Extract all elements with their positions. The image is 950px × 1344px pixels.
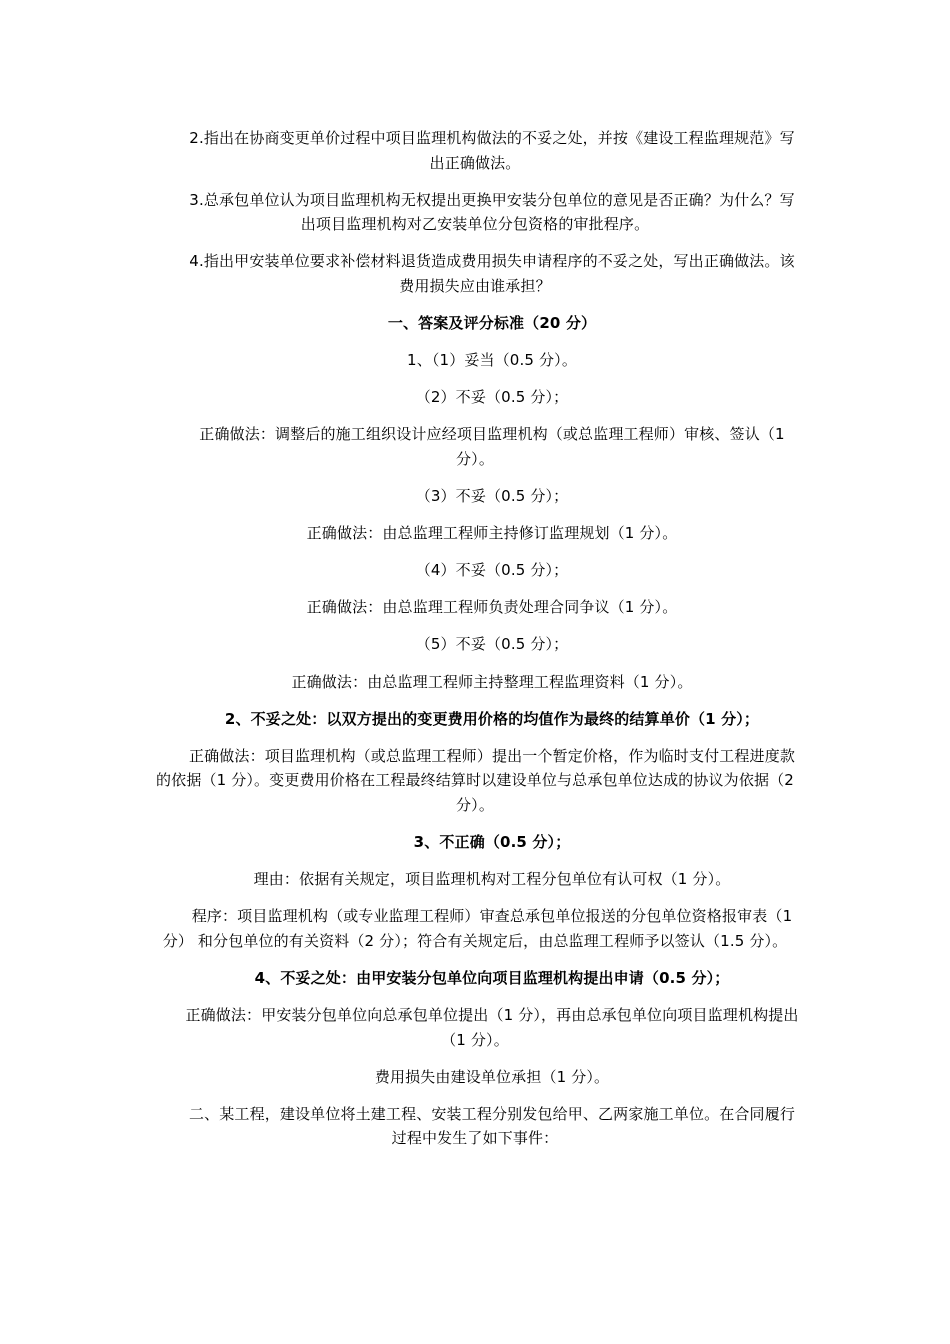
answer-3-procedure: 程序：项目监理机构（或专业监理工程师）审查总承包单位报送的分包单位资格报审表（1 分） 和分包单位的有关资料（2 分）；符合有关规定后，由总监理工程师予以签认（1.5 分）。 [162,907,793,950]
question-2: 2.指出在协商变更单价过程中项目监理机构做法的不妥之处，并按《建设工程监理规范》写出正确做法。 [189,129,795,172]
answer-1-item-1: 1、（1）妥当（0.5 分）。 [407,351,577,370]
answer-3-reason: 理由：依据有关规定，项目监理机构对工程分包单位有认可权（1 分）。 [253,870,731,889]
answer-heading: 一、答案及评分标准（20 分） [387,314,597,333]
answer-1-item-3-correction: 正确做法：由总监理工程师主持修订监理规划（1 分）。 [306,524,678,543]
answer-4-heading: 4、不妥之处：由甲安装分包单位向项目监理机构提出申请（0.5 分）； [254,968,730,987]
answer-1-item-4-correction: 正确做法：由总监理工程师负责处理合同争议（1 分）。 [306,598,678,617]
answer-2-heading: 2、不妥之处：以双方提出的变更费用价格的均值作为最终的结算单价（1 分）； [224,709,760,728]
case-2-intro: 二、某工程，建设单位将土建工程、安装工程分别发包给甲、乙两家施工单位。在合同履行过程中发生了如下事件： [188,1104,795,1148]
document-body [148,126,802,1163]
answer-1-item-2-correction: 正确做法：调整后的施工组织设计应经项目监理机构（或总监理工程师）审核、签认（1 分）。 [199,425,785,468]
answer-2-correction: 正确做法：项目监理机构（或总监理工程师）提出一个暂定价格，作为临时支付工程进度款的依据（1 分）。变更费用价格在工程最终结算时以建设单位与总承包单位达成的协议为依据（2 分）。 [156,746,795,814]
answer-1-item-4: （4）不妥（0.5 分）； [415,561,569,580]
answer-1-item-5-correction: 正确做法：由总监理工程师主持整理工程监理资料（1 分）。 [291,672,693,691]
answer-4-correction: 正确做法：甲安装分包单位向总承包单位提出（1 分），再由总承包单位向项目监理机构提出（1 分）。 [185,1005,799,1049]
answer-1-item-5: （5）不妥（0.5 分）； [415,635,569,654]
answer-1-item-2: （2）不妥（0.5 分）； [415,388,569,407]
question-4: 4.指出甲安装单位要求补偿材料退货造成费用损失申请程序的不妥之处，写出正确做法。该费用损失应由谁承担？ [189,252,795,295]
answer-3-heading: 3、不正确（0.5 分）； [413,832,571,851]
answer-1-item-3: （3）不妥（0.5 分）； [415,487,569,506]
question-3: 3.总承包单位认为项目监理机构无权提出更换甲安装分包单位的意见是否正确？为什么？写出项目监理机构对乙安装单位分包资格的审批程序。 [189,190,795,234]
answer-4-cost: 费用损失由建设单位承担（1 分）。 [374,1067,610,1086]
